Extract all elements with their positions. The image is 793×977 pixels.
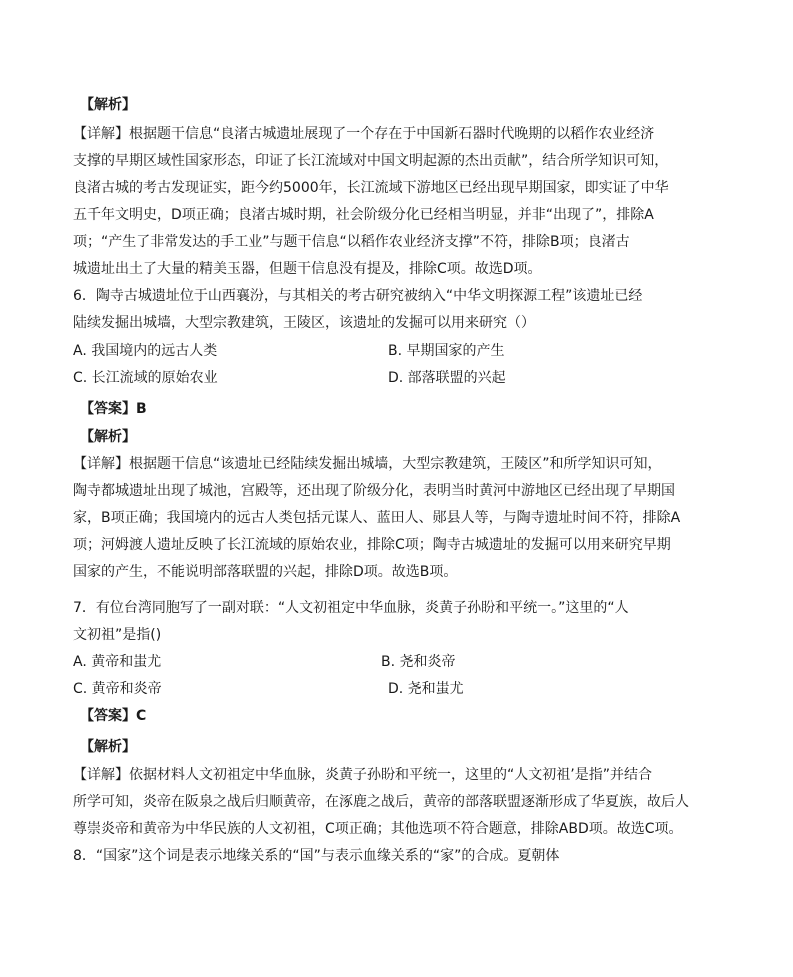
detail-line: 所学可知，炎帝在阪泉之战后归顺黄帝，在涿鹿之战后，黄帝的部落联盟逐渐形成了华夏族，故后人 (73, 794, 689, 810)
option-a: A. 我国境内的远古人类 (73, 343, 218, 359)
detail-line: 国家的产生，不能说明部落联盟的兴起，排除D项。故选B项。 (73, 564, 458, 580)
answer-label: 【答案】C (80, 708, 147, 724)
detail-line: 城遗址出土了大量的精美玉器，但题干信息没有提及，排除C项。故选D项。 (73, 261, 542, 277)
option-d: D. 尧和蚩尤 (388, 681, 464, 697)
question-stem: 8．“国家”这个词是表示地缘关系的“国”与表示血缘关系的“家”的合成。夏朝体 (73, 848, 560, 864)
analysis-label: 【解析】 (80, 97, 136, 113)
option-c: C. 黄帝和炎帝 (73, 681, 162, 697)
detail-line: 陶寺都城遗址出现了城池，宫殿等，还出现了阶级分化，表明当时黄河中游地区已经出现了早期国 (73, 483, 675, 499)
question-stem: 6．陶寺古城遗址位于山西襄汾，与其相关的考古研究被纳入“中华文明探源工程”该遗址已经 (73, 288, 643, 304)
question-stem: 陆续发掘出城墙，大型宗教建筑，王陵区，该遗址的发掘可以用来研究（） (73, 315, 535, 331)
detail-line: 【详解】依据材料人文初祖定中华血脉，炎黄子孙盼和平统一，这里的“人文初祖’是指”并结合 (73, 767, 652, 783)
answer-label: 【答案】B (80, 401, 147, 417)
detail-line: 尊崇炎帝和黄帝为中华民族的人文初祖，C项正确；其他选项不符合题意，排除ABD项。故选C项。 (73, 821, 683, 837)
detail-line: 【详解】根据题干信息“该遗址已经陆续发掘出城墙，大型宗教建筑，王陵区”和所学知识可知， (73, 456, 662, 472)
detail-line: 项；河姆渡人遗址反映了长江流域的原始农业，排除C项；陶寺古城遗址的发掘可以用来研究早期 (73, 537, 671, 553)
detail-line: 【详解】根据题干信息“良渚古城遗址展现了一个存在于中国新石器时代晚期的以稻作农业经济 (73, 126, 655, 142)
option-c: C. 长江流域的原始农业 (73, 370, 218, 386)
analysis-label: 【解析】 (80, 429, 136, 445)
question-stem: 文初祖”是指() (73, 627, 162, 643)
option-d: D. 部落联盟的兴起 (388, 370, 506, 386)
detail-line: 五千年文明史，D项正确；良渚古城时期，社会阶级分化已经相当明显，并非“出现了”，排除A (73, 207, 654, 223)
detail-line: 家，B项正确；我国境内的远古人类包括元谋人、蓝田人、郧县人等，与陶寺遗址时间不符，排除A (73, 510, 681, 526)
detail-line: 良渚古城的考古发现证实，距今约5000年，长江流域下游地区已经出现早期国家，即实证了中华 (73, 180, 669, 196)
detail-line: 支撑的早期区域性国家形态，印证了长江流域对中国文明起源的杰出贡献”，结合所学知识可知， (73, 153, 669, 169)
question-stem: 7．有位台湾同胞写了一副对联：“人文初祖定中华血脉，炎黄子孙盼和平统一。”这里的“人 (73, 600, 629, 616)
option-a: A. 黄帝和蚩尤 (73, 654, 162, 670)
analysis-label: 【解析】 (80, 739, 136, 755)
option-b: B. 尧和炎帝 (381, 654, 456, 670)
detail-line: 项；“产生了非常发达的手工业”与题干信息“以稻作农业经济支撑”不符，排除B项；良渚古 (73, 234, 630, 250)
option-b: B. 早期国家的产生 (388, 343, 505, 359)
